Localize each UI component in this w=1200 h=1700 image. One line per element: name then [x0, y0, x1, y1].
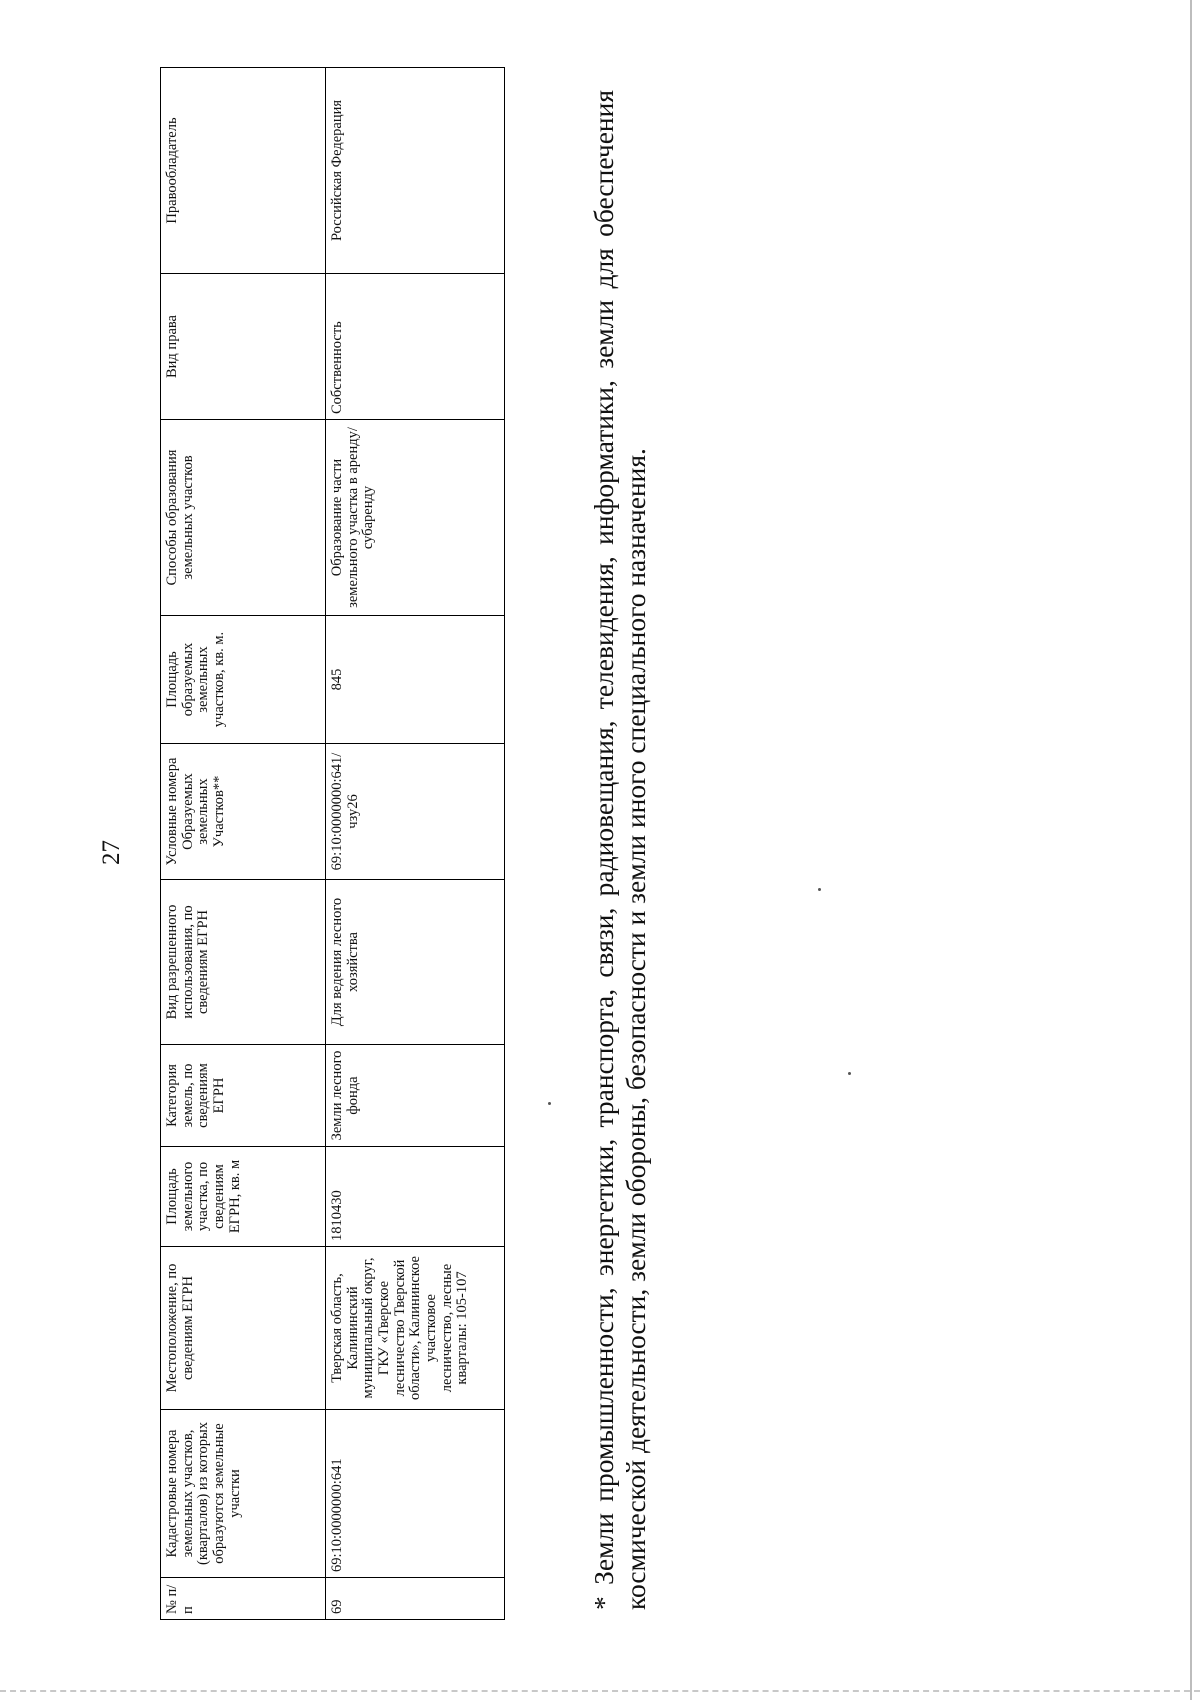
cell-conditional-number: 69:10:0000000:641/чзу26: [326, 744, 505, 880]
header-area: Площадь земельного участка, по сведениям ЕГРН, кв. м: [161, 1147, 326, 1247]
land-plots-table: [160, 67, 505, 1620]
header-location: Местоположение, по сведениям ЕГРН: [161, 1247, 326, 1410]
header-conditional-number: Условные номера Образуемых земельных Участков**: [161, 744, 326, 880]
header-new-area: Площадь образуемых земельных участков, кв. м.: [161, 616, 326, 744]
cell-owner: Российская Федерация: [326, 68, 505, 274]
cell-area: 1810430: [326, 1147, 505, 1247]
table-row: [326, 68, 505, 1620]
header-category: Категория земель, по сведениям ЕГРН: [161, 1045, 326, 1147]
header-use: Вид разрешенного использования, по сведениям ЕГРН: [161, 880, 326, 1045]
header-method: Способы образования земельных участков: [161, 420, 326, 616]
cell-location: Тверская область, Калининский муниципальный округ, ГКУ «Тверское лесничество Тверской области», Калининское участковое лесничество, лесные кварталы: 105-107: [326, 1247, 505, 1410]
cell-right: Собственность: [326, 274, 505, 420]
cell-new-area: 845: [326, 616, 505, 744]
page-number: 27: [98, 840, 125, 865]
cell-num: 69: [326, 1578, 505, 1620]
header-owner: Правообладатель: [161, 68, 326, 274]
header-right: Вид права: [161, 274, 326, 420]
header-cadastral: Кадастровые номера земельных участков, (кварталов) из которых образуются земельные участки: [161, 1410, 326, 1578]
footnote: * Земли промышленности, энергетики, транспорта, связи, радиовещания, телевидения, информатики, земли для обеспечения космической деятельности, земли обороны, безопасности и земли иного специального назначения.: [588, 90, 652, 1610]
cell-cadastral: 69:10:0000000:641: [326, 1410, 505, 1578]
cell-use: Для ведения лесного хозяйства: [326, 880, 505, 1045]
cell-category: Земли лесного фонда: [326, 1045, 505, 1147]
header-num: № п/п: [161, 1578, 326, 1620]
cell-method: Образование части земельного участка в аренду/субаренду: [326, 420, 505, 616]
table-header-row: [161, 68, 326, 1620]
